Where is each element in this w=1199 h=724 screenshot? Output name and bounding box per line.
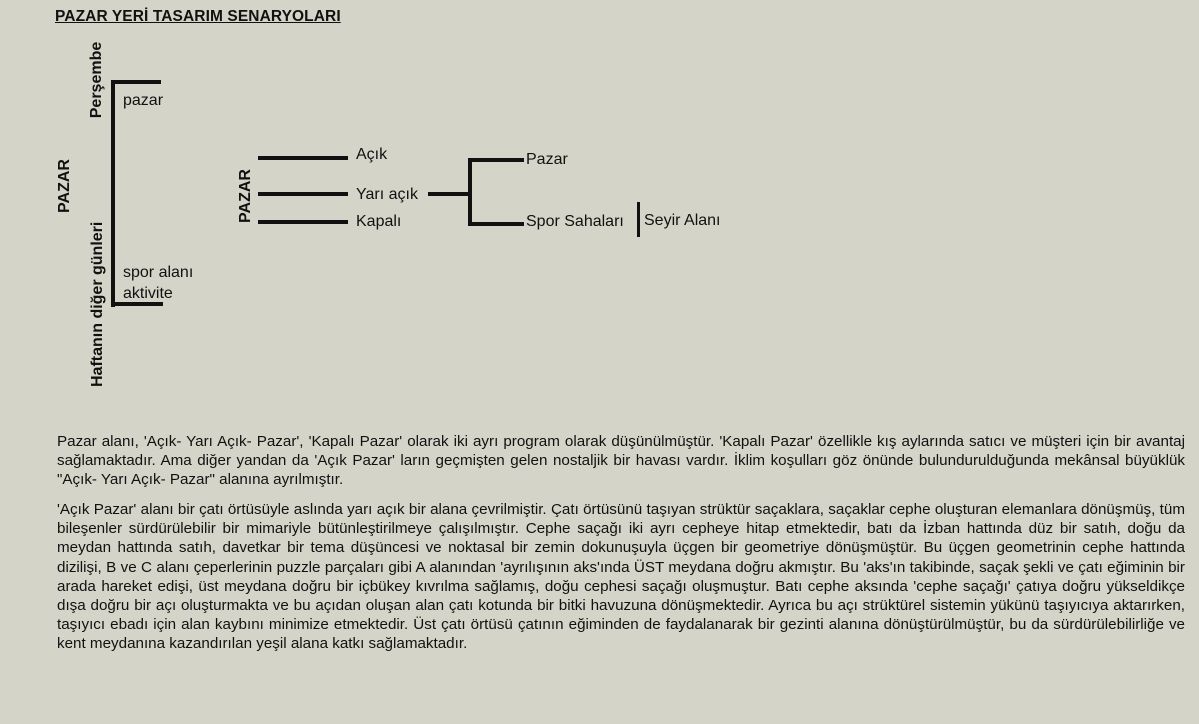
sub-pazar-line: [468, 158, 524, 162]
option-acik: Açık: [356, 146, 388, 163]
sub-vertical-connector: [468, 158, 472, 226]
option-kapali: Kapalı: [356, 213, 402, 230]
sub-option-pazar: Pazar: [526, 151, 568, 168]
page-title: PAZAR YERİ TASARIM SENARYOLARI: [55, 8, 341, 25]
left-vertical-connector: [111, 80, 115, 307]
left-top-branch-line: [111, 80, 161, 84]
option-yari-acik: Yarı açık: [356, 186, 418, 203]
right-root-label: PAZAR: [237, 169, 254, 223]
paragraph-1: Pazar alanı, 'Açık- Yarı Açık- Pazar', 'Kapalı Pazar' olarak iki ayrı program olarak düşünülmüştür. 'Kapalı Pazar' özellikle kış aylarında satıcı ve müşteri için bir avantaj sağlamaktadır. Ama diğer yandan da 'Açık Pazar' ların geçmişten gelen nostaljik bir havası vardır. İklim koşulları göz önünde bulundurulduğunda mekânsal büyüklük "Açık- Yarı Açık- Pazar" alanına ayrılmıştır.: [57, 433, 1185, 489]
left-top-item: pazar: [123, 92, 164, 109]
sub-option-spor-sahalari: Spor Sahaları: [526, 213, 624, 230]
sub-spor-line: [468, 222, 524, 226]
option-kapali-line: [258, 220, 348, 224]
branch-bottom-label: Haftanın diğer günleri: [89, 221, 106, 387]
left-root-label: PAZAR: [56, 159, 73, 213]
left-bottom-item-line2: aktivite: [123, 285, 173, 302]
branch-top-label: Perşembe: [88, 41, 105, 119]
paragraph-2: 'Açık Pazar' alanı bir çatı örtüsüyle aslında yarı açık bir alana çevrilmiştir. Çatı örtüsünü taşıyan strüktür saçaklara, saçaklar cephe oluşturan elemanlara dönüşmüş, tüm bileşenler sürdürülebilir bir mimariyle bütünleştirilmeye çalışılmıştır. Cephe saçağı iki ayrı cepheye hitap etmektedir, batı da İzban hattında düz bir satıh, doğu da meydan hattında satıh, davetkar bir tema düşüncesi ve noktasal bir zemin dokunuşuyla üçgen bir geometriye dönüşmüştür. Bu üçgen geometrinin cephe hattında dizilişi, B ve C alanı çeperlerinin puzzle parçaları gibi A alanından 'ayrılışının aks'ında ÜST meydana doğru akmıştır. Bu 'aks'ın takibinde, saçak şekli ve çatı eğiminin bir arada hareket edişi, üst meydana doğru bir içbükey kıvrılma sağlamış, doğu cephesi saçağı oluşmuştur. Batı cephe aksında 'cephe saçağı' çatıya doğru yükseldikçe dışa doğru bir açı oluşturmakta ve bu açıdan oluşan alan çatı kotunda bir bitki havuzuna dönüşmektedir. Ayrıca bu açı strüktürel sistemin yükünü taşıyıcıya aktarırken, taşıyıcı ebadı için alan kaybını minimize etmektedir. Üst çatı örtüsü çatının eğiminden de faydalanarak bir gezinti alanına dönüştürülmüştür, bu da sürdürülebilirliğe ve kent meydanına kazandırılan yeşil alana katkı sağlamaktadır.: [57, 501, 1185, 653]
yari-acik-connector-line: [428, 192, 470, 196]
left-bottom-item-line1: spor alanı: [123, 264, 194, 281]
option-yari-acik-line: [258, 192, 348, 196]
option-acik-line: [258, 156, 348, 160]
leaf-divider-line: [637, 202, 640, 237]
leaf-seyir-alani: Seyir Alanı: [644, 212, 721, 229]
